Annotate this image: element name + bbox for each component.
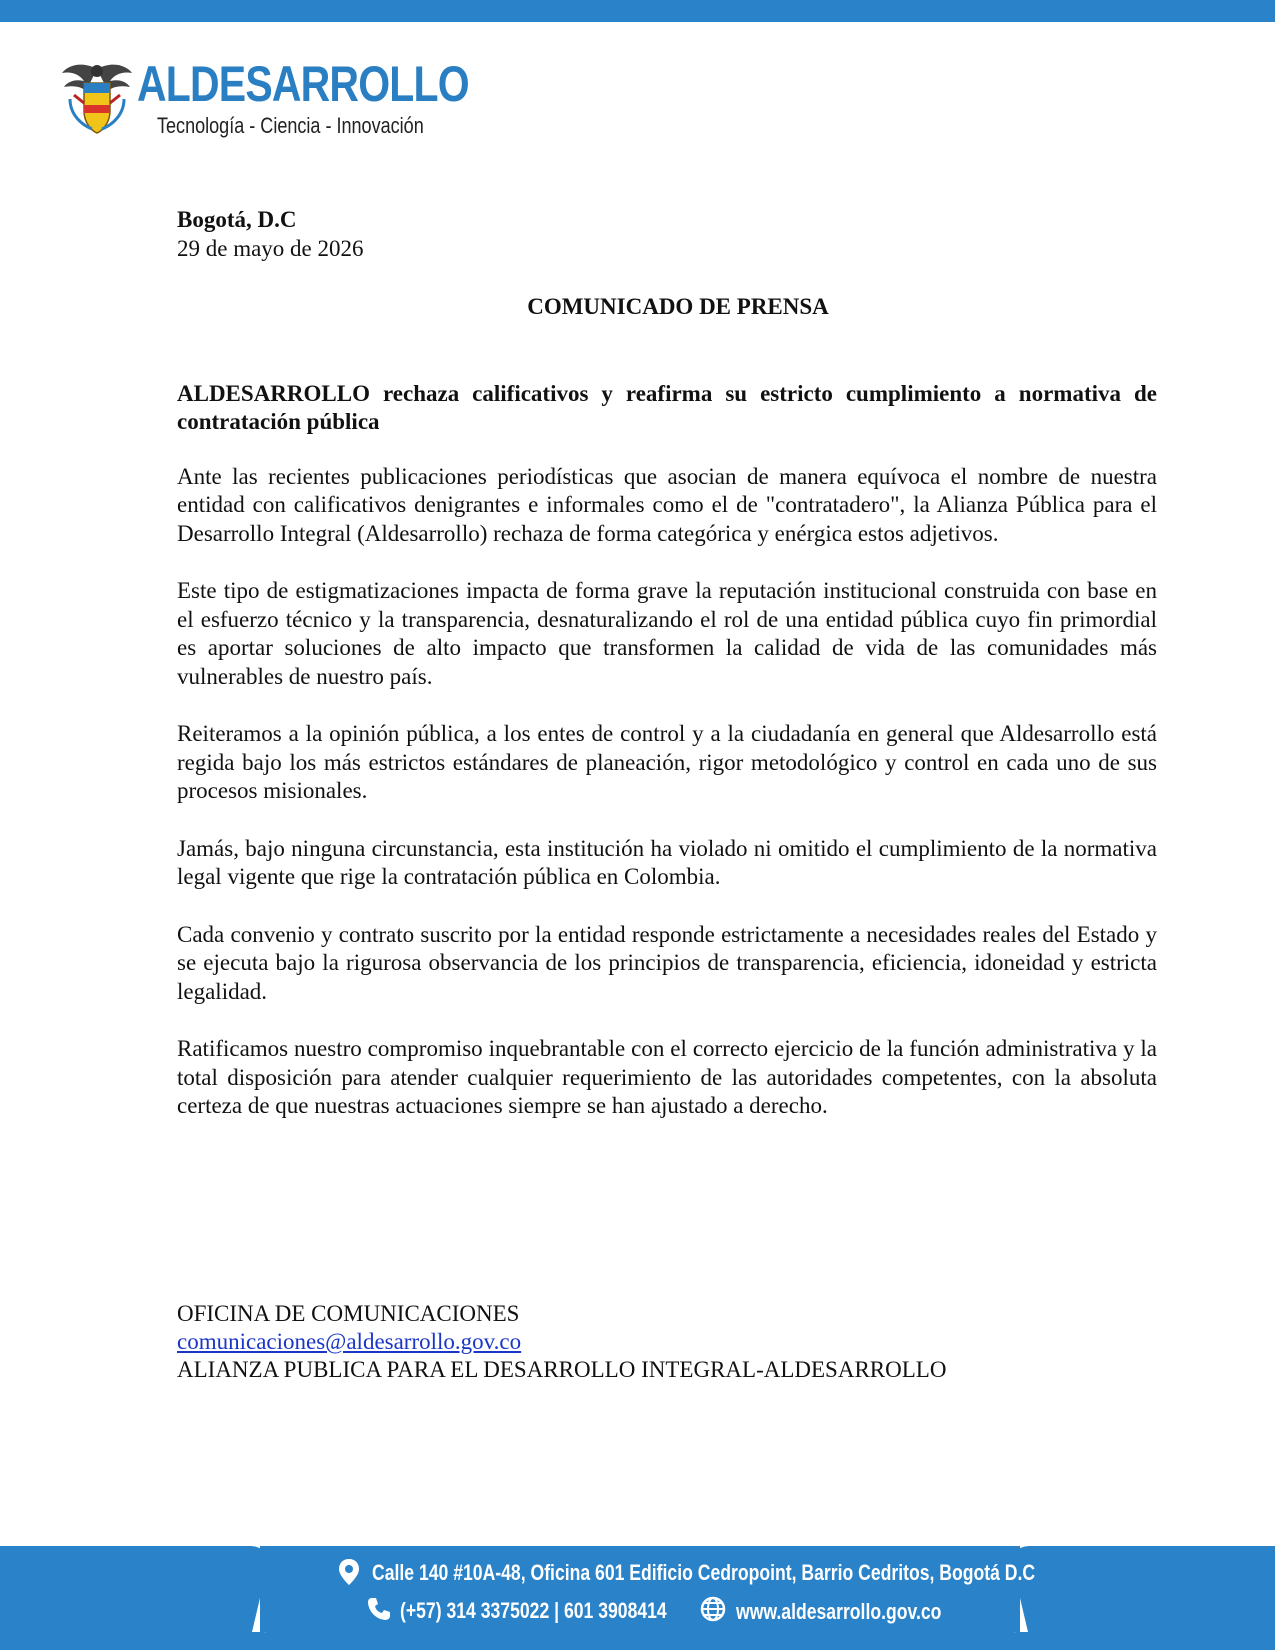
footer-address: Calle 140 #10A-48, Oficina 601 Edificio Cedropoint, Barrio Cedritos, Bogotá D.C bbox=[372, 1560, 1036, 1585]
paragraph: Cada convenio y contrato suscrito por la entidad responde estrictamente a necesidades reales del Estado y se ejecuta bajo la rigurosa observancia de los principios de transparencia, eficiencia, idoneidad y estricta legalidad. bbox=[177, 921, 1157, 1004]
location-pin-icon bbox=[338, 1558, 360, 1586]
paragraph: Ratificamos nuestro compromiso inquebrantable con el correcto ejercicio de la función administrativa y la total disposición para atender cualquier requerimiento de las autoridades competentes, con la absoluta certeza de que nuestras actuaciones siempre se han ajustado a derecho. bbox=[177, 1036, 1157, 1118]
signature-org: ALIANZA PUBLICA PARA EL DESARROLLO INTEGRAL-ALDESARROLLO bbox=[177, 1357, 947, 1382]
header-logo bbox=[62, 56, 469, 147]
paragraph: Ante las recientes publicaciones periodísticas que asocian de manera equívoca el nombre de nuestra entidad con calificativos denigrantes e informales como el de "contratadero", la Alianza Pública para el Desarrollo Integral (Aldesarrollo) rechaza de forma categórica y enérgica estos adjetivos. bbox=[177, 463, 1157, 546]
letter-heading: COMUNICADO DE PRENSA bbox=[527, 294, 829, 319]
coat-of-arms-icon bbox=[62, 59, 132, 139]
signature-block bbox=[177, 1300, 946, 1384]
paragraph: Este tipo de estigmatizaciones impacta de forma grave la reputación institucional construida con base en el esfuerzo técnico y la transparencia, desnaturalizando el rol de una entidad pública cuyo fin primordial es aportar soluciones de alto impacto que transformen la calidad de vida de las comunidades más vulnerables de nuestro país. bbox=[177, 578, 1157, 689]
footer-phone: (+57) 314 3375022 | 601 3908414 bbox=[400, 1598, 667, 1623]
globe-icon bbox=[700, 1596, 726, 1622]
top-bar bbox=[0, 0, 1275, 22]
paragraph: Reiteramos a la opinión pública, a los entes de control y a la ciudadanía en general que Aldesarrollo está regida bajo los más estrictos estándares de planeación, rigor metodológico y control en cada uno de sus procesos misionales. bbox=[177, 721, 1157, 803]
footer-website[interactable]: www.aldesarrollo.gov.co bbox=[736, 1599, 942, 1624]
footer-bar bbox=[0, 1546, 1275, 1650]
letter-headline: ALDESARROLLO rechaza calificativos y reafirma su estricto cumplimiento a normativa de contratación pública bbox=[177, 380, 1157, 434]
brand-name: ALDESARROLLO bbox=[137, 56, 469, 112]
phone-icon bbox=[366, 1596, 392, 1622]
letter-city: Bogotá, D.C bbox=[177, 207, 297, 232]
letter-date: 29 de mayo de 2026 bbox=[177, 235, 364, 261]
letter-body bbox=[177, 206, 1157, 1121]
paragraph: Jamás, bajo ninguna circunstancia, esta institución ha violado ni omitido el cumplimiento de la normativa legal vigente que rige la contratación pública en Colombia. bbox=[177, 835, 1157, 889]
signature-office: OFICINA DE COMUNICACIONES bbox=[177, 1301, 520, 1326]
brand-tagline: Tecnología - Ciencia - Innovación bbox=[157, 113, 424, 138]
signature-email-link[interactable]: comunicaciones@aldesarrollo.gov.co bbox=[177, 1329, 522, 1354]
